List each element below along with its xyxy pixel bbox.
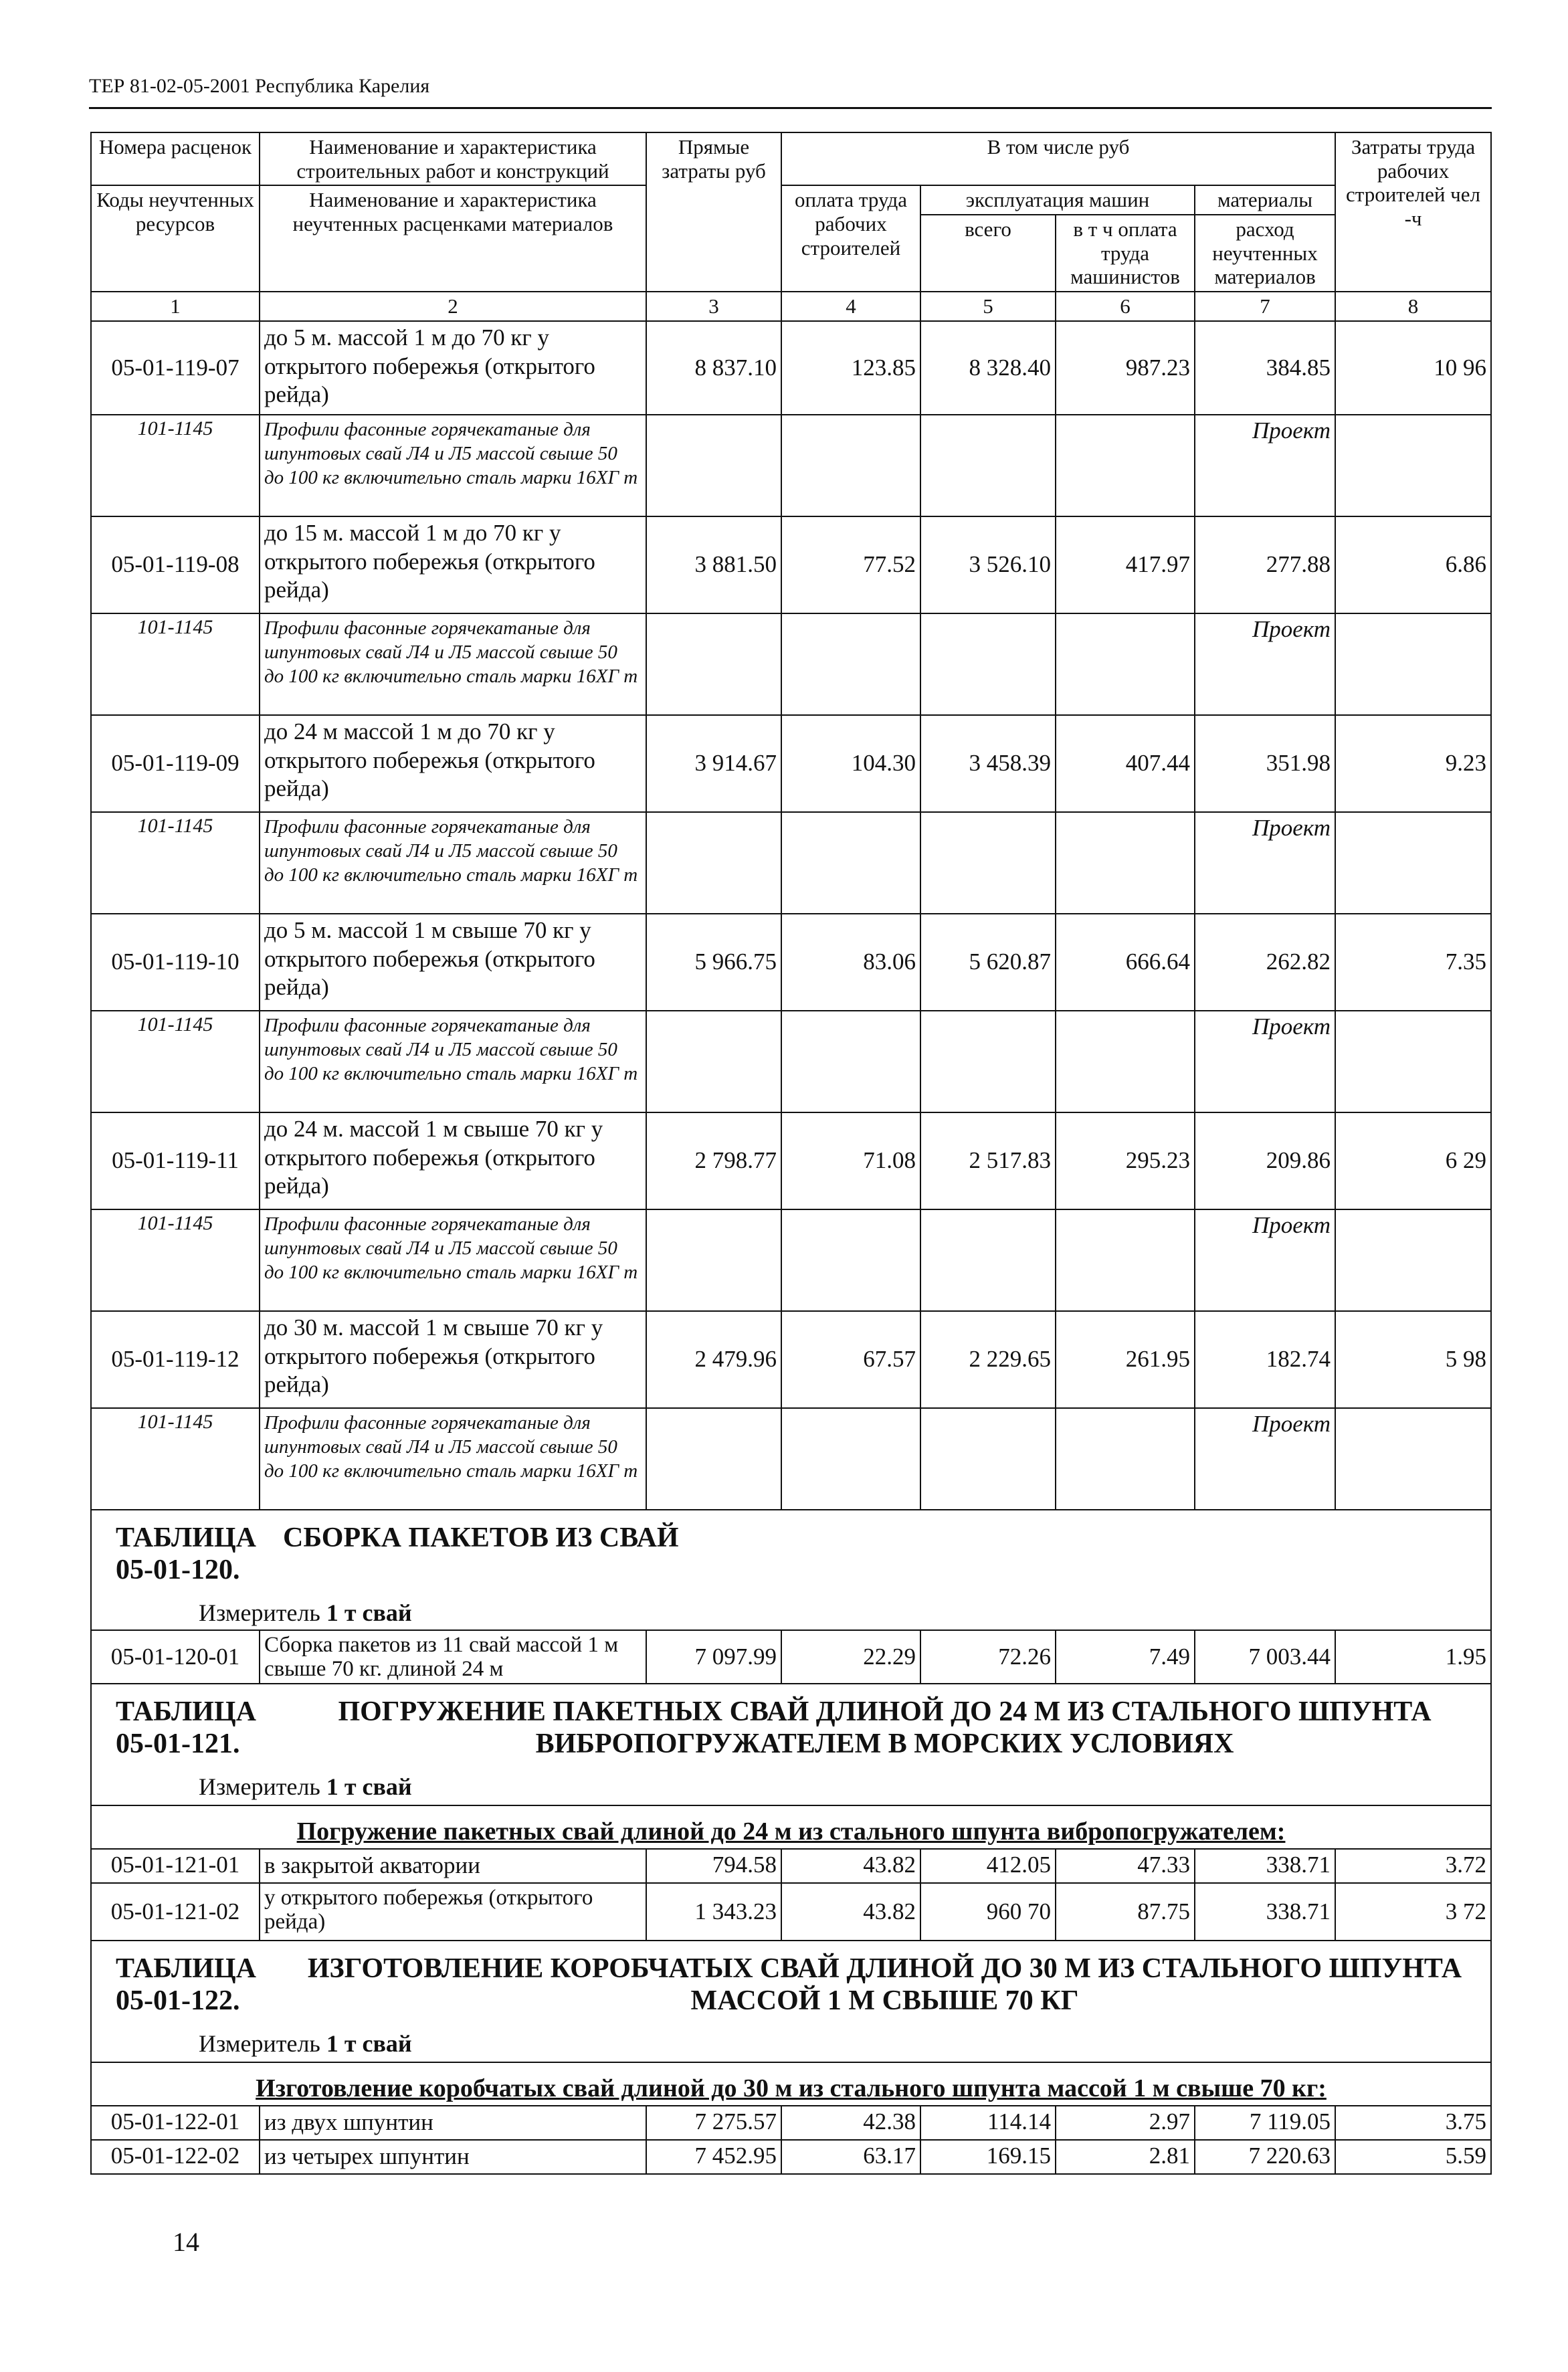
machine-cost: 72.26: [920, 1630, 1056, 1684]
table-row: [91, 1112, 1491, 1209]
page-number: 14: [173, 2227, 199, 2257]
labor-hours: 5 98: [1335, 1311, 1491, 1408]
rate-code: 05-01-119-09: [91, 715, 260, 812]
machinist-cost: 407.44: [1056, 715, 1195, 812]
meter-label: Измеритель: [199, 1773, 320, 1801]
machinist-cost: 261.95: [1056, 1311, 1195, 1408]
material-cost: 7 119.05: [1195, 2106, 1335, 2140]
resource-row: [91, 1209, 1491, 1311]
work-description: до 24 м массой 1 м до 70 кг у открытого побережья (открытого рейда): [260, 715, 646, 812]
meter-row: [91, 2023, 1491, 2062]
col7-header: расход неучтенных материалов: [1195, 215, 1335, 292]
table-row: [91, 914, 1491, 1011]
machine-cost: 2 517.83: [920, 1112, 1056, 1209]
material-cost: 182.74: [1195, 1311, 1335, 1408]
rate-code: 05-01-122-01: [91, 2106, 260, 2140]
col4-header: оплата труда рабочих строителей: [781, 185, 920, 292]
direct-cost: 7 452.95: [646, 2140, 781, 2174]
rate-code: 05-01-119-10: [91, 914, 260, 1011]
rate-code: 05-01-121-01: [91, 1849, 260, 1883]
work-description: до 5 м. массой 1 м до 70 кг у открытого побережья (открытого рейда): [260, 321, 646, 415]
group-header: В том числе руб: [781, 132, 1335, 185]
col-number: 2: [260, 292, 646, 321]
col-number: 1: [91, 292, 260, 321]
col-number: 3: [646, 292, 781, 321]
work-description: из двух шпунтин: [260, 2106, 646, 2140]
labor-hours: 3.75: [1335, 2106, 1491, 2140]
subsection-caption: Изготовление коробчатых свай длиной до 30 м из стального шпунта массой 1 м свыше 70 кг:: [91, 2062, 1491, 2106]
resource-code: 101-1145: [91, 415, 260, 516]
col-number: 8: [1335, 292, 1491, 321]
resource-description: Профили фасонные горячекатаные для шпунтовых свай Л4 и Л5 массой свыше 50 до 100 кг включительно сталь марки 16ХГ т: [260, 613, 646, 715]
resource-row: [91, 1011, 1491, 1112]
labor-cost: 63.17: [781, 2140, 920, 2174]
col5-header: всего: [920, 215, 1056, 292]
caption-row: [91, 2062, 1491, 2106]
work-description: до 24 м. массой 1 м свыше 70 кг у открытого побережья (открытого рейда): [260, 1112, 646, 1209]
rates-table: [90, 132, 1492, 2175]
meter-value: 1 т свай: [326, 1599, 412, 1626]
document-header: ТЕР 81-02-05-2001 Республика Карелия: [89, 75, 1492, 109]
machine-cost: 960 70: [920, 1883, 1056, 1941]
material-cost: 7 220.63: [1195, 2140, 1335, 2174]
labor-cost: 43.82: [781, 1883, 920, 1941]
machinist-cost: 2.97: [1056, 2106, 1195, 2140]
direct-cost: 5 966.75: [646, 914, 781, 1011]
labor-cost: 22.29: [781, 1630, 920, 1684]
resource-code: 101-1145: [91, 1011, 260, 1112]
resource-note: Проект: [1195, 812, 1335, 914]
col-number: 4: [781, 292, 920, 321]
resource-code: 101-1145: [91, 613, 260, 715]
meter-row: [91, 1592, 1491, 1630]
table-row: [91, 1630, 1491, 1684]
resource-code: 101-1145: [91, 812, 260, 914]
material-cost: 7 003.44: [1195, 1630, 1335, 1684]
table-label: ТАБЛИЦА 05-01-120.: [116, 1522, 256, 1585]
table-row: [91, 2140, 1491, 2174]
resource-description: Профили фасонные горячекатаные для шпунтовых свай Л4 и Л5 массой свыше 50 до 100 кг включительно сталь марки 16ХГ т: [260, 1408, 646, 1510]
resource-description: Профили фасонные горячекатаные для шпунтовых свай Л4 и Л5 массой свыше 50 до 100 кг включительно сталь марки 16ХГ т: [260, 812, 646, 914]
table-row: [91, 1311, 1491, 1408]
table-title: ИЗГОТОВЛЕНИЕ КОРОБЧАТЫХ СВАЙ ДЛИНОЙ ДО 30 М ИЗ СТАЛЬНОГО ШПУНТА МАССОЙ 1 М СВЫШЕ 70 КГ: [307, 1953, 1462, 2017]
resource-note: Проект: [1195, 1209, 1335, 1311]
direct-cost: 3 914.67: [646, 715, 781, 812]
table-row: [91, 1849, 1491, 1883]
machine-cost: 3 526.10: [920, 516, 1056, 613]
work-description: из четырех шпунтин: [260, 2140, 646, 2174]
col-number: 7: [1195, 292, 1335, 321]
work-description: до 30 м. массой 1 м свыше 70 кг у открытого побережья (открытого рейда): [260, 1311, 646, 1408]
table-title: СБОРКА ПАКЕТОВ ИЗ СВАЙ: [283, 1522, 679, 1553]
labor-hours: 6.86: [1335, 516, 1491, 613]
direct-cost: 7 097.99: [646, 1630, 781, 1684]
resource-code: 101-1145: [91, 1408, 260, 1510]
resource-row: [91, 415, 1491, 516]
material-cost: 338.71: [1195, 1849, 1335, 1883]
rate-code: 05-01-120-01: [91, 1630, 260, 1684]
direct-cost: 2 479.96: [646, 1311, 781, 1408]
col2-top-header: Наименование и характеристика строительных работ и конструкций: [260, 132, 646, 185]
labor-cost: 83.06: [781, 914, 920, 1011]
material-cost: 277.88: [1195, 516, 1335, 613]
labor-hours: 7.35: [1335, 914, 1491, 1011]
table-row: [91, 715, 1491, 812]
machine-cost: 3 458.39: [920, 715, 1056, 812]
rate-code: 05-01-121-02: [91, 1883, 260, 1941]
labor-cost: 67.57: [781, 1311, 920, 1408]
col6-header: в т ч оплата труда машинистов: [1056, 215, 1195, 292]
rate-code: 05-01-119-11: [91, 1112, 260, 1209]
direct-cost: 794.58: [646, 1849, 781, 1883]
labor-hours: 10 96: [1335, 321, 1491, 415]
labor-cost: 71.08: [781, 1112, 920, 1209]
col-number: 6: [1056, 292, 1195, 321]
resource-note: Проект: [1195, 415, 1335, 516]
direct-cost: 3 881.50: [646, 516, 781, 613]
meter-value: 1 т свай: [326, 2030, 412, 2058]
meter-label: Измеритель: [199, 2030, 320, 2058]
table-title-row: [91, 1941, 1491, 2023]
resource-note: Проект: [1195, 613, 1335, 715]
col8-header: Затраты труда рабочих строителей чел -ч: [1335, 132, 1491, 292]
labor-cost: 123.85: [781, 321, 920, 415]
table-title-row: [91, 1510, 1491, 1592]
machinist-cost: 7.49: [1056, 1630, 1195, 1684]
direct-cost: 7 275.57: [646, 2106, 781, 2140]
machine-cost: 412.05: [920, 1849, 1056, 1883]
machine-cost: 2 229.65: [920, 1311, 1056, 1408]
labor-cost: 43.82: [781, 1849, 920, 1883]
work-description: у открытого побережья (открытого рейда): [260, 1883, 646, 1941]
resource-row: [91, 1408, 1491, 1510]
machine-cost: 114.14: [920, 2106, 1056, 2140]
machinist-cost: 987.23: [1056, 321, 1195, 415]
machinist-cost: 417.97: [1056, 516, 1195, 613]
labor-hours: 3.72: [1335, 1849, 1491, 1883]
work-description: Сборка пакетов из 11 свай массой 1 м свыше 70 кг. длиной 24 м: [260, 1630, 646, 1684]
table-label: ТАБЛИЦА 05-01-121.: [116, 1696, 256, 1760]
materials-group-header: материалы: [1195, 185, 1335, 215]
rate-code: 05-01-119-08: [91, 516, 260, 613]
resource-description: Профили фасонные горячекатаные для шпунтовых свай Л4 и Л5 массой свыше 50 до 100 кг включительно сталь марки 16ХГ т: [260, 1209, 646, 1311]
labor-hours: 5.59: [1335, 2140, 1491, 2174]
table-label: ТАБЛИЦА 05-01-122.: [116, 1953, 256, 2017]
labor-cost: 42.38: [781, 2106, 920, 2140]
machinist-cost: 87.75: [1056, 1883, 1195, 1941]
direct-cost: 2 798.77: [646, 1112, 781, 1209]
labor-hours: 1.95: [1335, 1630, 1491, 1684]
machinist-cost: 2.81: [1056, 2140, 1195, 2174]
resource-code: 101-1145: [91, 1209, 260, 1311]
caption-row: [91, 1805, 1491, 1849]
col-number: 5: [920, 292, 1056, 321]
machinist-cost: 295.23: [1056, 1112, 1195, 1209]
labor-hours: 3 72: [1335, 1883, 1491, 1941]
table-row: [91, 1883, 1491, 1941]
table-title-row: [91, 1684, 1491, 1766]
labor-cost: 104.30: [781, 715, 920, 812]
rate-code: 05-01-119-12: [91, 1311, 260, 1408]
table-row: [91, 321, 1491, 415]
labor-hours: 9.23: [1335, 715, 1491, 812]
resource-description: Профили фасонные горячекатаные для шпунтовых свай Л4 и Л5 массой свыше 50 до 100 кг включительно сталь марки 16ХГ т: [260, 1011, 646, 1112]
direct-cost: 1 343.23: [646, 1883, 781, 1941]
col1-bottom-header: Коды неучтенных ресурсов: [91, 185, 260, 292]
machine-cost: 169.15: [920, 2140, 1056, 2174]
machine-cost: 5 620.87: [920, 914, 1056, 1011]
material-cost: 262.82: [1195, 914, 1335, 1011]
table-title: ПОГРУЖЕНИЕ ПАКЕТНЫХ СВАЙ ДЛИНОЙ ДО 24 М ИЗ СТАЛЬНОГО ШПУНТА ВИБРОПОГРУЖАТЕЛЕМ В МОРСКИХ УСЛОВИЯХ: [338, 1696, 1432, 1760]
meter-label: Измеритель: [199, 1599, 320, 1626]
rate-code: 05-01-119-07: [91, 321, 260, 415]
resource-note: Проект: [1195, 1408, 1335, 1510]
machinist-cost: 666.64: [1056, 914, 1195, 1011]
table-row: [91, 2106, 1491, 2140]
col3-header: Прямые затраты руб: [646, 132, 781, 292]
labor-cost: 77.52: [781, 516, 920, 613]
work-description: до 15 м. массой 1 м до 70 кг у открытого побережья (открытого рейда): [260, 516, 646, 613]
direct-cost: 8 837.10: [646, 321, 781, 415]
machines-group-header: эксплуатация машин: [920, 185, 1195, 215]
table-row: [91, 516, 1491, 613]
rate-code: 05-01-122-02: [91, 2140, 260, 2174]
labor-hours: 6 29: [1335, 1112, 1491, 1209]
meter-row: [91, 1766, 1491, 1805]
machinist-cost: 47.33: [1056, 1849, 1195, 1883]
machine-cost: 8 328.40: [920, 321, 1056, 415]
resource-description: Профили фасонные горячекатаные для шпунтовых свай Л4 и Л5 массой свыше 50 до 100 кг включительно сталь марки 16ХГ т: [260, 415, 646, 516]
work-description: в закрытой акватории: [260, 1849, 646, 1883]
material-cost: 338.71: [1195, 1883, 1335, 1941]
material-cost: 351.98: [1195, 715, 1335, 812]
material-cost: 209.86: [1195, 1112, 1335, 1209]
work-description: до 5 м. массой 1 м свыше 70 кг у открытого побережья (открытого рейда): [260, 914, 646, 1011]
material-cost: 384.85: [1195, 321, 1335, 415]
subsection-caption: Погружение пакетных свай длиной до 24 м из стального шпунта вибропогружателем:: [91, 1805, 1491, 1849]
col2-bottom-header: Наименование и характеристика неучтенных расценками материалов: [260, 185, 646, 292]
resource-note: Проект: [1195, 1011, 1335, 1112]
meter-value: 1 т свай: [326, 1773, 412, 1801]
col1-top-header: Номера расценок: [91, 132, 260, 185]
resource-row: [91, 613, 1491, 715]
resource-row: [91, 812, 1491, 914]
